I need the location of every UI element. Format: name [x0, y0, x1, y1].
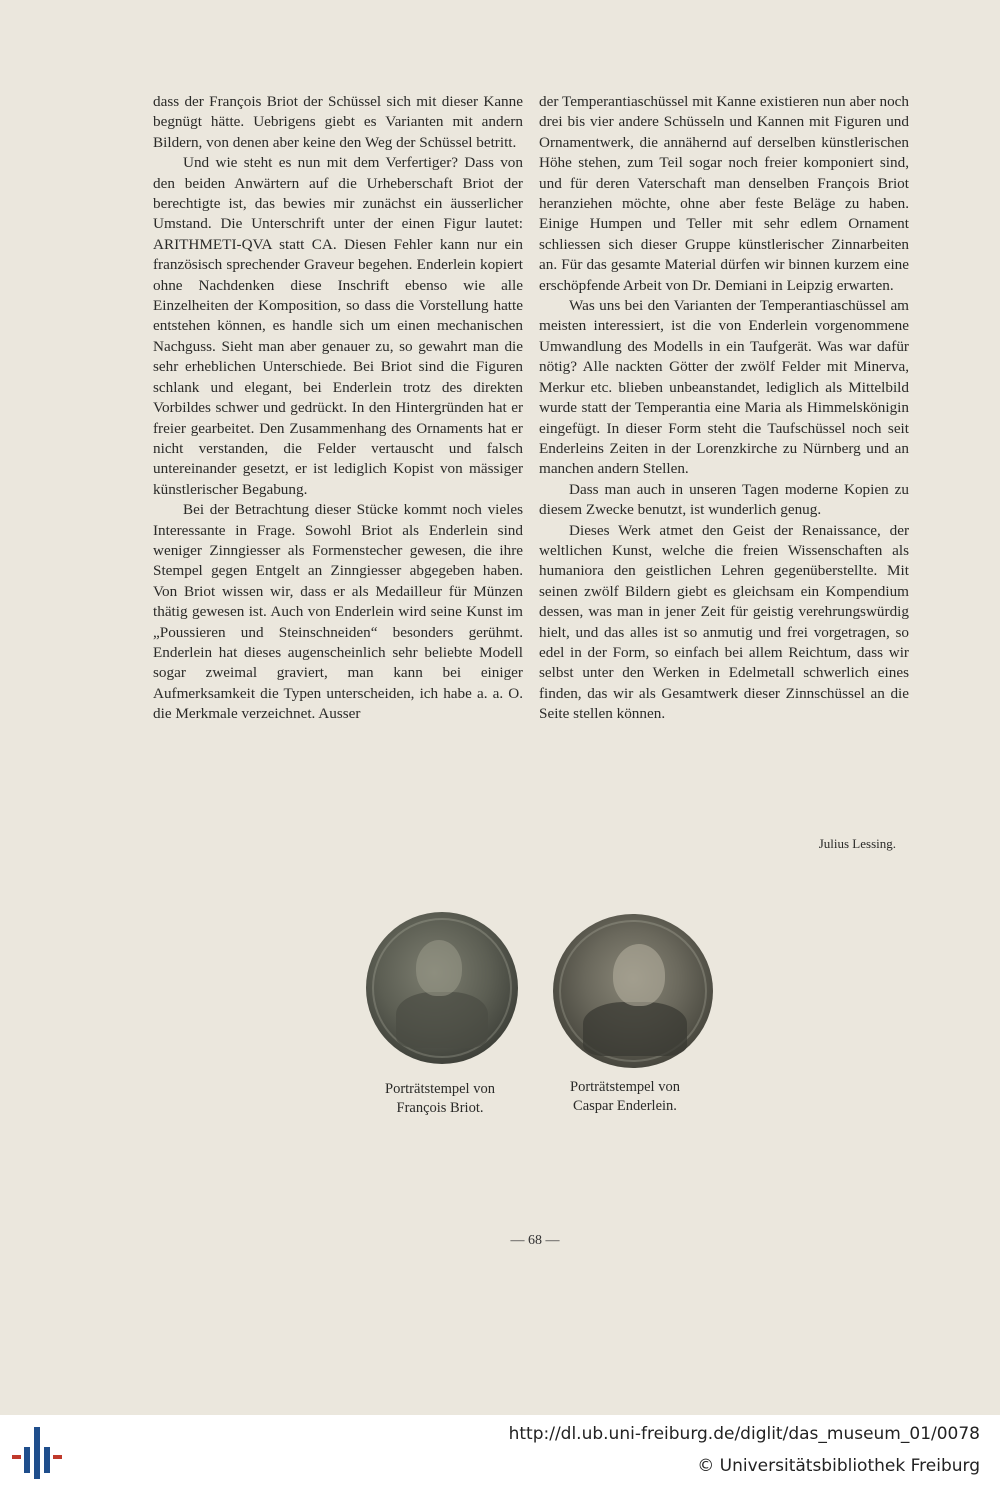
right-text-column	[539, 92, 909, 725]
left-paragraph-3: Bei der Betrachtung dieser Stücke kommt noch vieles Interessante in Frage. Sowohl Briot als Enderlein sind weniger Zinngiesser als Formenstecher gewesen, die ihre Stempel gegen Entgelt an Zinngiesser abgegeben haben. Von Briot wissen wir, dass er als Medailleur für Münzen thätig gewesen ist. Auch von Enderlein wird seine Kunst im „Poussieren und Steinschneiden“ besonders gerühmt. Enderlein hat dieses augenscheinlich sehr beliebte Modell sogar zweimal graviert, man kann bei einiger Aufmerksamkeit die Typen unterscheiden, ich habe a. a. O. die Merkmale verzeichnet. Ausser	[153, 501, 523, 723]
left-paragraph-2: Und wie steht es nun mit dem Verfertiger? Dass von den beiden Anwärtern auf die Urheberschaft Briot der berechtigte ist, das bewies mir zunächst ein äusserlicher Umstand. Die Unterschrift unter der einen Figur lautet: ARITHMETI-QVA statt CA. Diesen Fehler kann nur ein französisch sprechender Graveur begehen. Enderlein kopiert ohne Nachdenken diese Inschrift ebenso wie alle Einzelheiten der Komposition, so dass die Vorstellung hatte entstehen können, es handle sich um einen mechanischen Nachguss. Sieht man aber genauer zu, so gewahrt man die sehr erheblichen Unterschiede. Bei Briot sind die Figuren schlank und elegant, bei Enderlein trotz des direkten Vorbildes schwer und gedrückt. In den Hintergründen hat er freier gearbeitet. Den Zusammenhang des Ornaments hat er nicht verstanden, die Felder vertauscht und falsch untereinander gesetzt, er ist lediglich Kopist von mässiger künstlerischer Begabung.	[153, 154, 523, 498]
caption-line: Porträtstempel von	[385, 1081, 495, 1097]
caption-line: François Briot.	[396, 1100, 484, 1116]
permalink-url[interactable]: http://dl.ub.uni-freiburg.de/diglit/das_museum_01/0078	[508, 1424, 980, 1444]
medal-portrait	[416, 940, 462, 996]
library-logo-icon	[12, 1425, 64, 1481]
caption-line: Caspar Enderlein.	[573, 1098, 677, 1114]
medal-bust	[396, 992, 488, 1048]
medal-bust	[583, 1002, 687, 1056]
left-paragraph-1: dass der François Briot der Schüssel sich mit dieser Kanne begnügt hätte. Uebrigens giebt es Varianten mit andern Bildern, von denen aber keine den Weg der Schüssel betritt.	[153, 93, 523, 151]
right-paragraph-2: Was uns bei den Varianten der Temperantiaschüssel am meisten interessiert, ist die von Enderlein vorgenommene Umwandlung des Modells in ein Taufgerät. Was war dafür nötig? Alle nackten Götter der zwölf Felder mit Minerva, Merkur etc. blieben unbeanstandet, lediglich als Mittelbild wurde statt der Temperantia eine Maria als Himmelskönigin eingefügt. In dieser Form steht die Taufschüssel noch seit Enderleins Zeiten in der Lorenzkirche zu Nürnberg und an manchen andern Stellen.	[539, 297, 909, 478]
medal-portrait	[613, 944, 665, 1006]
left-text-column	[153, 92, 523, 725]
caption-briot	[340, 1080, 540, 1118]
medal-briot-image	[366, 912, 518, 1064]
right-paragraph-4: Dieses Werk atmet den Geist der Renaissance, der weltlichen Kunst, welche die freien Wissenschaften als humaniora den geistlichen Lehren gegenüberstellte. Mit seinen zwölf Bildern giebt es gleichsam ein Kompendium dessen, was man in jener Zeit für geistig verehrungswürdig hielt, und das alles ist so anmutig und frei vorgetragen, so edel in der Form, so einfach bei allem Reichtum, dass wir selbst unter den Werken in Edelmetall schwerlich eines finden, das wir als Gesamtwerk dieser Zinnschüssel an die Seite stellen können.	[539, 521, 909, 723]
page-number: — 68 —	[510, 1233, 560, 1248]
caption-enderlein	[525, 1078, 725, 1116]
right-paragraph-3: Dass man auch in unseren Tagen moderne Kopien zu diesem Zwecke benutzt, ist wunderlich genug.	[539, 480, 909, 519]
medal-enderlein-image	[553, 914, 713, 1068]
copyright-notice: © Universitätsbibliothek Freiburg	[697, 1456, 980, 1476]
caption-line: Porträtstempel von	[570, 1079, 680, 1095]
right-paragraph-1: der Temperantiaschüssel mit Kanne existieren nun aber noch drei bis vier andere Schüsseln und Kannen mit Figuren und Ornamentwerk, die annähernd auf derselben künstlerischen Höhe stehen, zum Teil sogar noch freier komponiert sind, und für deren Vaterschaft man denselben François Briot heranziehen möchte, ohne aber feste Beläge zu haben. Einige Humpen und Teller mit sehr edlem Ornament schliessen sich dieser Gruppe künstlerischer Zinnarbeiten an. Für das gesamte Material dürfen wir binnen kurzem eine erschöpfende Arbeit von Dr. Demiani in Leipzig erwarten.	[539, 93, 909, 294]
author-signature: Julius Lessing.	[818, 836, 896, 851]
